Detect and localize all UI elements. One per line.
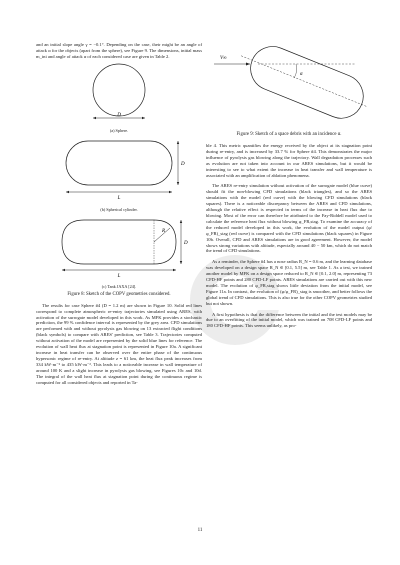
paragraph-ares-comparison: The ARES re-entry simulation without activation of the surrogate model (blue curve) should fit the non-blowing CFD simulations (black triangles), and so the ARES simulations with the model (red curve) with the blowing CFD simulations (black squares). There is a noticeable discrepancy between the ARES and CFD simulations, although the relative effect is respected in terms of the increase in heat flux due to blowing. Most of the error can therefore be attributed to the Fay-Riddell model used to calculate the reference heat flux without blowing φ_FR,stag. To examine the accuracy of the reduced model developed in this work, the evolution of the model output (φ/φ_FR)_stag (red curve) is compared with the CFD simulations (black squares) in Figure 10b. Overall, CFD and ARES simulations are in good agreement. However, the model shows strong variations with altitude, especially around 40 − 50 km, which do not match the trend of CFD simulations.	[206, 183, 372, 254]
left-column	[36, 42, 202, 385]
label-l-cylinder: L	[117, 195, 121, 201]
subcaption-sphere: (a) Sphere.	[109, 127, 129, 133]
paragraph-design-space: As a reminder, the Sphere #4 has a nose radius R_N = 0.6 m, and the learning database was developed on a design space R_N ∈ [0.1, 5.5] m, see Table 1. As a test, we trained another model by MFK on a design space reduced to R_N ∈ [0.1, 2.0] m, representing 73 CFD-HF points and 280 CFD-LF points. ARES simulations are carried out with this new model. The evolution of φ_FR,stag shows little deviation from the initial model, see Figure 11a. In contrast, the evolution of (φ/φ_FR)_stag is smoother, and better follows the global trend of CFD simulations. This is also true for the other COPV geometries studied but not shown.	[206, 259, 372, 306]
label-d-cylinder: D	[181, 161, 185, 167]
figure8-sphere	[36, 60, 202, 122]
label-alpha: α	[300, 72, 303, 77]
paragraph-results: The results for case Sphere #4 (D = 1.2 m) are shown in Figure 10. Solid red lines correspond to complete atmospheric re-entry trajectories simulated using ARES, with activation of the surrogate model developed in this work. As MFK provides a stochastic prediction, the 99 % confidence interval is represented by the grey area. CFD simulations are performed with and without pyrolysis gas blowing on 13 extracted flight conditions (black symbols) to compare with ARES' prediction, see Table 3. Trajectories computed without activation of the model are represented by the solid blue lines for reference. The evolution of wall heat flux at stagnation point is represented in Figure 10a. A significant increase in heat transfer can be observed over the entire phase of the continuous hypersonic regime of re-entry. At altitude z = 61 km, the heat flux peak increases from 334 kW·m⁻² to 435 kW·m⁻². This leads to a noticeable increase in wall temperature of around 100 K and a slight increase in pyrolysis gas blowing, see Figures 10c and 10d. The integral of the wall heat flux at stagnation point during the continuous regime is computed for all considered objects and reported in Ta-	[36, 302, 202, 385]
figure9-caption: Figure 9: Sketch of a space debris with an incidence α.	[236, 132, 342, 137]
paragraph-intro: and an initial slope angle γ = −0.1°. Depending on the case, their might be an angle of attack α for the objects (apart from the sphere), see Figure 9. The dimensions, initial mass m_ini and angle of attack α of each considered case are given in Table 2.	[36, 42, 202, 59]
paragraph-hypothesis: A first hypothesis is that the difference between the initial and the test models may be due to an overfitting of the initial model, which was trained on 708 CFD-LF points and 180 CFD-HF points. This seems unlikely, as pro-	[206, 311, 372, 329]
subcaption-cylinder: (b) Spherical cylinder.	[100, 206, 138, 212]
right-column	[206, 42, 372, 329]
figure8-spherical-cylinder	[36, 135, 202, 201]
label-d-sphere: D	[117, 112, 121, 118]
figure8-caption: Figure 8: Sketch of the COPV geometries considered.	[67, 291, 171, 297]
figure9-debris-incidence	[206, 42, 372, 124]
label-vinf: V∞	[220, 56, 227, 61]
label-d-tank: D	[184, 240, 188, 246]
figure8-tank-jaxa	[36, 214, 202, 278]
paragraph-energy-metric: ble 4. This metric quantifies the energy received by the object at its stagnation point during re-entry, and is increased by 33.7 % for Sphere #4. This demonstrates the major influence of pyrolysis gas blowing along the trajectory. Wall degradation processes such as evolution are not taken into account in our ARES simulations, but it would be interesting to see to what extent the increase in heat transfer and wall temperature is associated with an amplification of ablation phenomena.	[206, 143, 372, 178]
subcaption-tank: (c) Tank JAXA [24].	[101, 283, 137, 289]
label-r-tank: R	[162, 228, 166, 234]
label-l-tank: L	[117, 273, 121, 278]
page-number: 11	[197, 528, 203, 533]
